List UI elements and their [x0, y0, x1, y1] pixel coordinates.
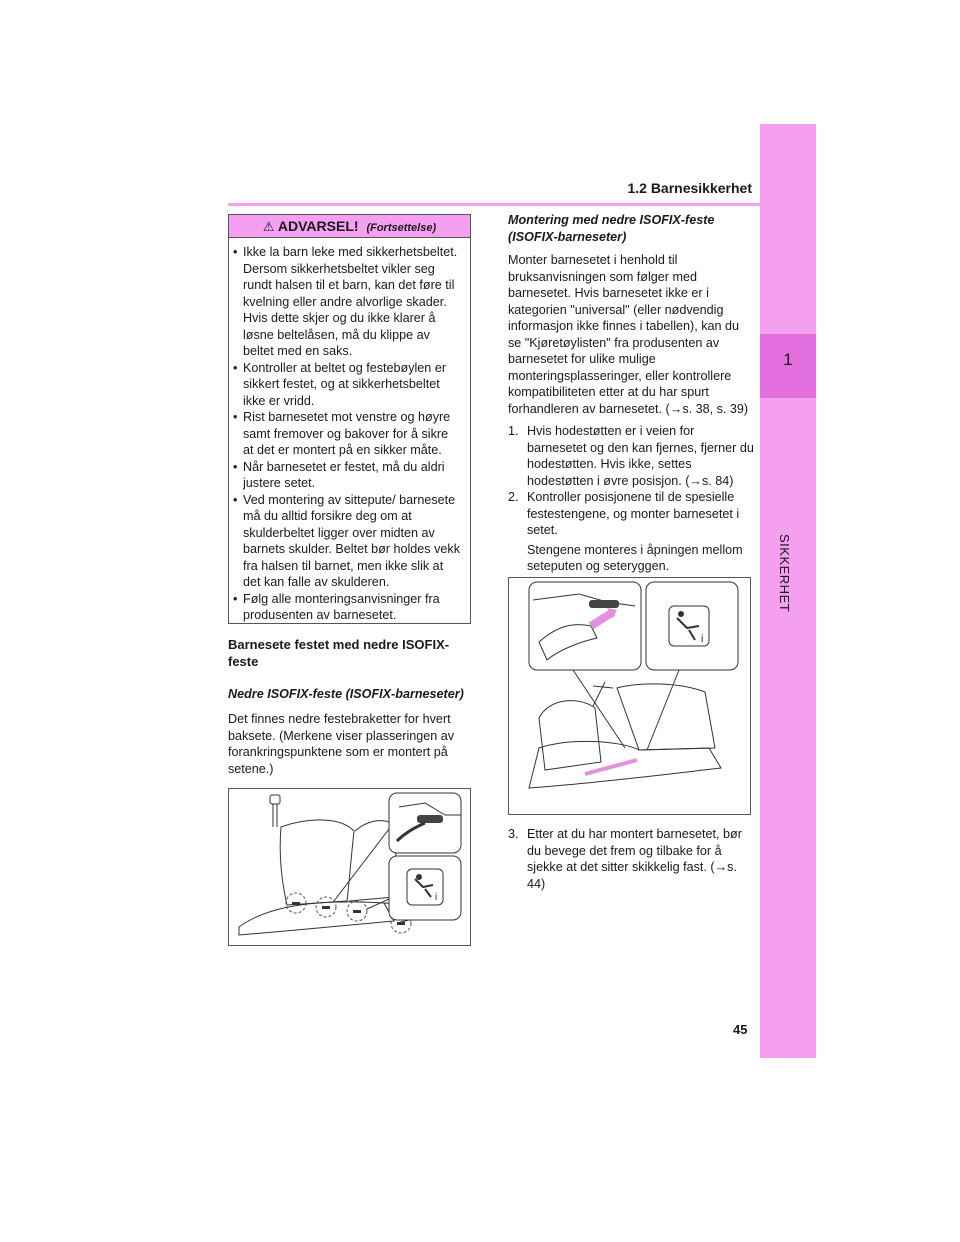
section-heading: Barnesete festet med nedre ISOFIX-feste: [228, 637, 450, 669]
warning-item: • Rist barnesetet mot venstre og høyre samt fremover og bakover for å sikre at det er montert på en sikker måte.: [243, 409, 462, 459]
body-text: Det finnes nedre festebraketter for hvert baksete. (Merkene viser plasseringen av forankringspunktene som er montert på setene.): [228, 712, 455, 776]
warning-item: • Kontroller at beltet og festebøylen er sikkert festet, og at sikkerhetsbeltet ikke er vridd.: [243, 360, 462, 410]
warning-triangle-icon: ⚠: [262, 219, 275, 234]
chapter-label: SIKKERHET: [777, 534, 792, 613]
header-rule: [228, 203, 760, 206]
right-column: [508, 212, 754, 575]
step3-block: [508, 826, 754, 892]
page-number: 45: [733, 1022, 748, 1037]
warning-item: • Følg alle monteringsanvisninger fra produsenten av barnesetet.: [243, 591, 462, 624]
step-list: [508, 423, 754, 539]
warning-item: • Ikke la barn leke med sikkerhetsbeltet. Dersom sikkerhetsbeltet vikler seg rundt halsen til et barn, kan det føre til kvelning eller andre alvorlige skader. Hvis dette skjer og du ikke klarer å løsne beltelåsen, må du klippe av beltet med en saks.: [243, 244, 462, 360]
step-text: Etter at du har montert barnesetet, bør du bevege det frem og tilbake for å sjekke at det sitter skikkelig fast. (→s. 44): [527, 827, 742, 891]
warning-title: ADVARSEL!: [277, 218, 359, 234]
isofix-seat-figure: [228, 788, 471, 946]
subheading: Nedre ISOFIX-feste (ISOFIX-barneseter): [228, 687, 464, 701]
mounting-illustration: [509, 578, 750, 814]
warning-box: [228, 214, 471, 624]
subheading: Montering med nedre ISOFIX-feste (ISOFIX-barneseter): [508, 213, 715, 244]
body-text: Monter barnesetet i henhold til bruksanvisningen som følger med barnesetet. Hvis barnesetet ikke er i kategorien "universal" (eller nødvendig informasjon ikke finnes i tabellen), kan du se "Kjøretøylisten" fra produsenten av barnesetet for ulike mulige monteringsplasseringer, eller kontrollere kompatibiliteten etter at du har spurt forhandleren av barnesetet. (→s. 38, s. 39): [508, 253, 749, 416]
section-header: 1.2 Barnesikkerhet: [627, 180, 752, 196]
warning-item: • Når barnesetet er festet, må du aldri justere setet.: [243, 459, 462, 492]
isofix-mounting-figure: [508, 577, 751, 815]
chapter-number: 1: [783, 350, 793, 369]
step-text: Hvis hodestøtten er i veien for barnesetet og den kan fjernes, fjerner du hodestøtten. Hvis ikke, settes hodestøtten i øvre posisjon. (→s. 84): [527, 424, 754, 488]
chapter-sidebar: [760, 124, 816, 1058]
step-note: Stengene monteres i åpningen mellom seteputen og seteryggen.: [527, 542, 743, 573]
step-item: [508, 826, 754, 892]
step-number: 2.: [508, 490, 519, 504]
step-item: [508, 423, 754, 489]
step-list: [508, 826, 754, 892]
warning-item: • Ved montering av sittepute/ barnesete må du alltid forsikre deg om at skulderbeltet ligger over midten av barnets skulder. Beltet bør holdes vekk fra halsen til barnet, men ikke slik at det kan falle av skulderen.: [243, 492, 462, 591]
rear-seat-illustration: [229, 789, 470, 945]
warning-continued: (Fortsettelse): [366, 222, 437, 234]
step-number: 1.: [508, 424, 519, 438]
step-number: 3.: [508, 827, 519, 841]
step-text: Kontroller posisjonene til de spesielle festestengene, og monter barnesetet i setet.: [527, 490, 740, 537]
warning-list: [229, 244, 470, 624]
left-column: [228, 636, 470, 777]
svg-text:i: i: [435, 892, 438, 903]
step-item: [508, 489, 754, 539]
svg-text:i: i: [701, 633, 704, 645]
warning-header: [229, 215, 470, 238]
